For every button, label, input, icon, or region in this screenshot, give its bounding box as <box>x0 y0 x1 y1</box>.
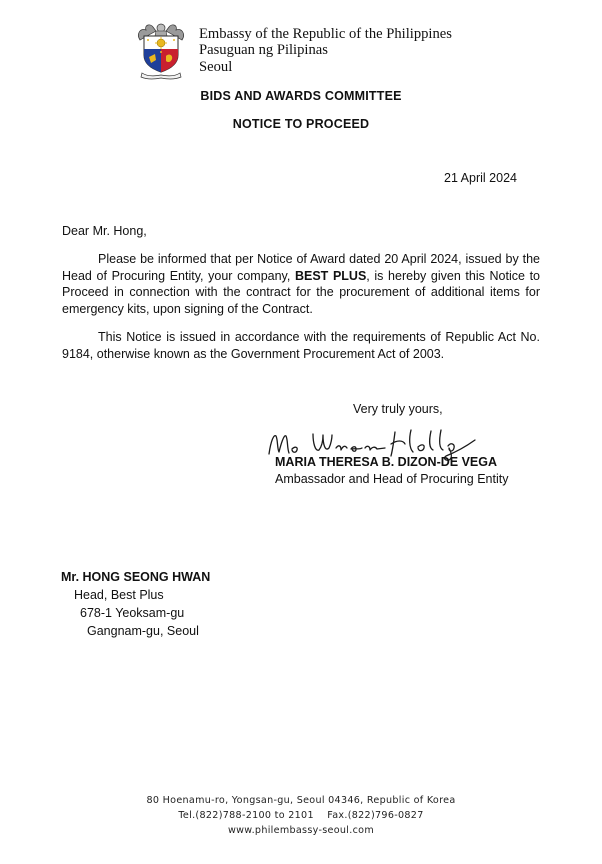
coat-of-arms-seal-icon <box>136 22 186 80</box>
footer-phone-fax: Tel.(822)788-2100 to 2101 Fax.(822)796-0827 <box>178 810 424 821</box>
recipient-position: Head, Best Plus <box>74 588 164 602</box>
signatory-name: MARIA THERESA B. DIZON-DE VEGA <box>275 455 497 469</box>
committee-heading: BIDS AND AWARDS COMMITTEE <box>200 89 402 103</box>
recipient-address-line-1: 678-1 Yeoksam-gu <box>80 606 185 620</box>
recipient-address-line-2: Gangnam-gu, Seoul <box>87 624 199 638</box>
paragraph-1-text-after: , is hereby given this Notice to Proceed in connection with the contract for the procurement of additional items for emergency kits, upon signing of the Contract. <box>62 268 540 316</box>
company-name: BEST PLUS <box>294 268 367 283</box>
letter-date: 21 April 2024 <box>444 171 517 185</box>
signatory-title: Ambassador and Head of Procuring Entity <box>275 472 509 486</box>
letterhead-filipino-name: Pasuguan ng Pilipinas <box>199 42 328 59</box>
notice-heading: NOTICE TO PROCEED <box>232 117 370 131</box>
footer-address: 80 Hoenamu-ro, Yongsan-gu, Seoul 04346, Republic of Korea <box>146 795 456 806</box>
body-paragraph-1 <box>62 251 540 317</box>
letterhead-city: Seoul <box>199 58 233 75</box>
body-paragraph-2: This Notice is issued in accordance with the requirements of Republic Act No. 9184, otherwise known as the Government Procurement Act of 2003. <box>62 330 540 361</box>
letterhead-embassy-name: Embassy of the Republic of the Philippines <box>199 26 452 42</box>
recipient-name: Mr. HONG SEONG HWAN <box>61 570 211 584</box>
footer-website: www.philembassy-seoul.com <box>228 825 374 836</box>
closing: Very truly yours, <box>353 402 443 416</box>
salutation: Dear Mr. Hong, <box>62 224 147 238</box>
letterhead <box>199 26 452 75</box>
paragraph-1-text-before: Please be informed that per Notice of Award dated 20 April 2024, issued by the Head of Procuring Entity, your company, <box>62 252 540 283</box>
